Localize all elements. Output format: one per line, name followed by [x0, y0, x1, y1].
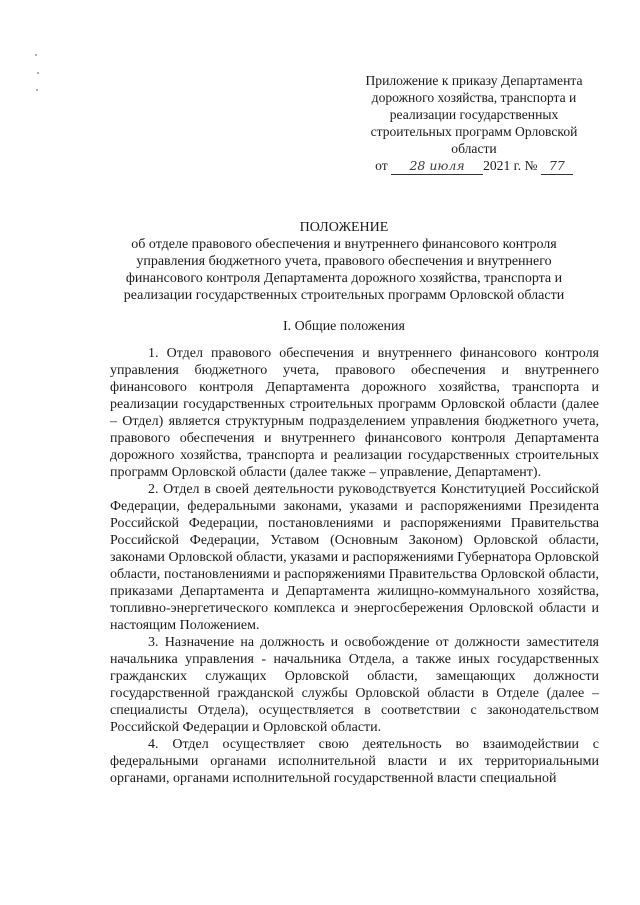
scan-speck [35, 54, 37, 56]
handwritten-number: 77 [548, 158, 565, 173]
scan-speck [37, 72, 39, 74]
paragraph: 3. Назначение на должность и освобождение от должности заместителя начальника управления - начальника Отдела, а также иных государственных гражданских служащих Орловской области, замещающих должности государственной гражданской службы Орловской области в Отделе (далее – специалисты Отдела), осуществляется в соответствии с законодательством Российской Федерации и Орловской области. [110, 635, 599, 735]
order-date-line [338, 157, 610, 175]
document-body [110, 345, 599, 787]
date-blank [391, 157, 483, 175]
date-prefix: от [375, 158, 388, 173]
document-subtitle-line: финансового контроля Департамента дорожного хозяйства, транспорта и [125, 271, 563, 286]
appendix-line: реализации государственных [389, 107, 559, 122]
appendix-header [338, 72, 610, 175]
appendix-line: Приложение к приказу Департамента [365, 73, 583, 88]
document-subtitle-line: об отделе правового обеспечения и внутреннего финансового контроля [131, 237, 557, 252]
date-suffix: 2021 г. № [483, 158, 538, 173]
number-blank [541, 157, 573, 175]
appendix-line: области [451, 141, 497, 156]
document-subtitle-line: управления бюджетного учета, правового обеспечения и внутреннего [136, 254, 552, 269]
scan-speck [36, 89, 38, 91]
section-heading: I. Общие положения [283, 319, 405, 334]
document-subtitle-line: реализации государственных строительных программ Орловской области [123, 288, 565, 303]
document-title-block [96, 219, 592, 304]
paragraph: 4. Отдел осуществляет свою деятельность во взаимодействии с федеральными органами исполнительной власти и их территориальными органами, органами исполнительной государственной власти специальной [110, 737, 599, 786]
paragraph: 1. Отдел правового обеспечения и внутреннего финансового контроля управления бюджетного учета, правового обеспечения и внутреннего финансового контроля Департамента дорожного хозяйства, транспорта и реализации государственных строительных программ Орловской области (далее – Отдел) является структурным подразделением управления бюджетного учета, правового обеспечения и внутреннего финансового контроля Департамента дорожного хозяйства, транспорта и реализации государственных строительных программ Орловской области (далее также – управление, Департамент). [110, 346, 599, 480]
document-title: ПОЛОЖЕНИЕ [299, 220, 389, 235]
paragraph: 2. Отдел в своей деятельности руководствуется Конституцией Российской Федерации, федеральными законами, указами и распоряжениями Президента Российской Федерации, постановлениями и распоряжениями Правительства Российской Федерации, Уставом (Основным Законом) Орловской области, законами Орловской области, указами и распоряжениями Губернатора Орловской области, постановлениями и распоряжениями Правительства Орловской области, приказами Департамента и Департамента жилищно-коммунального хозяйства, топливно-энергетического комплекса и энергосбережения Орловской области и настоящим Положением. [110, 482, 599, 633]
appendix-line: строительных программ Орловской [370, 124, 578, 139]
handwritten-date: 28 июля [409, 158, 465, 173]
appendix-line: дорожного хозяйства, транспорта и [371, 90, 577, 105]
